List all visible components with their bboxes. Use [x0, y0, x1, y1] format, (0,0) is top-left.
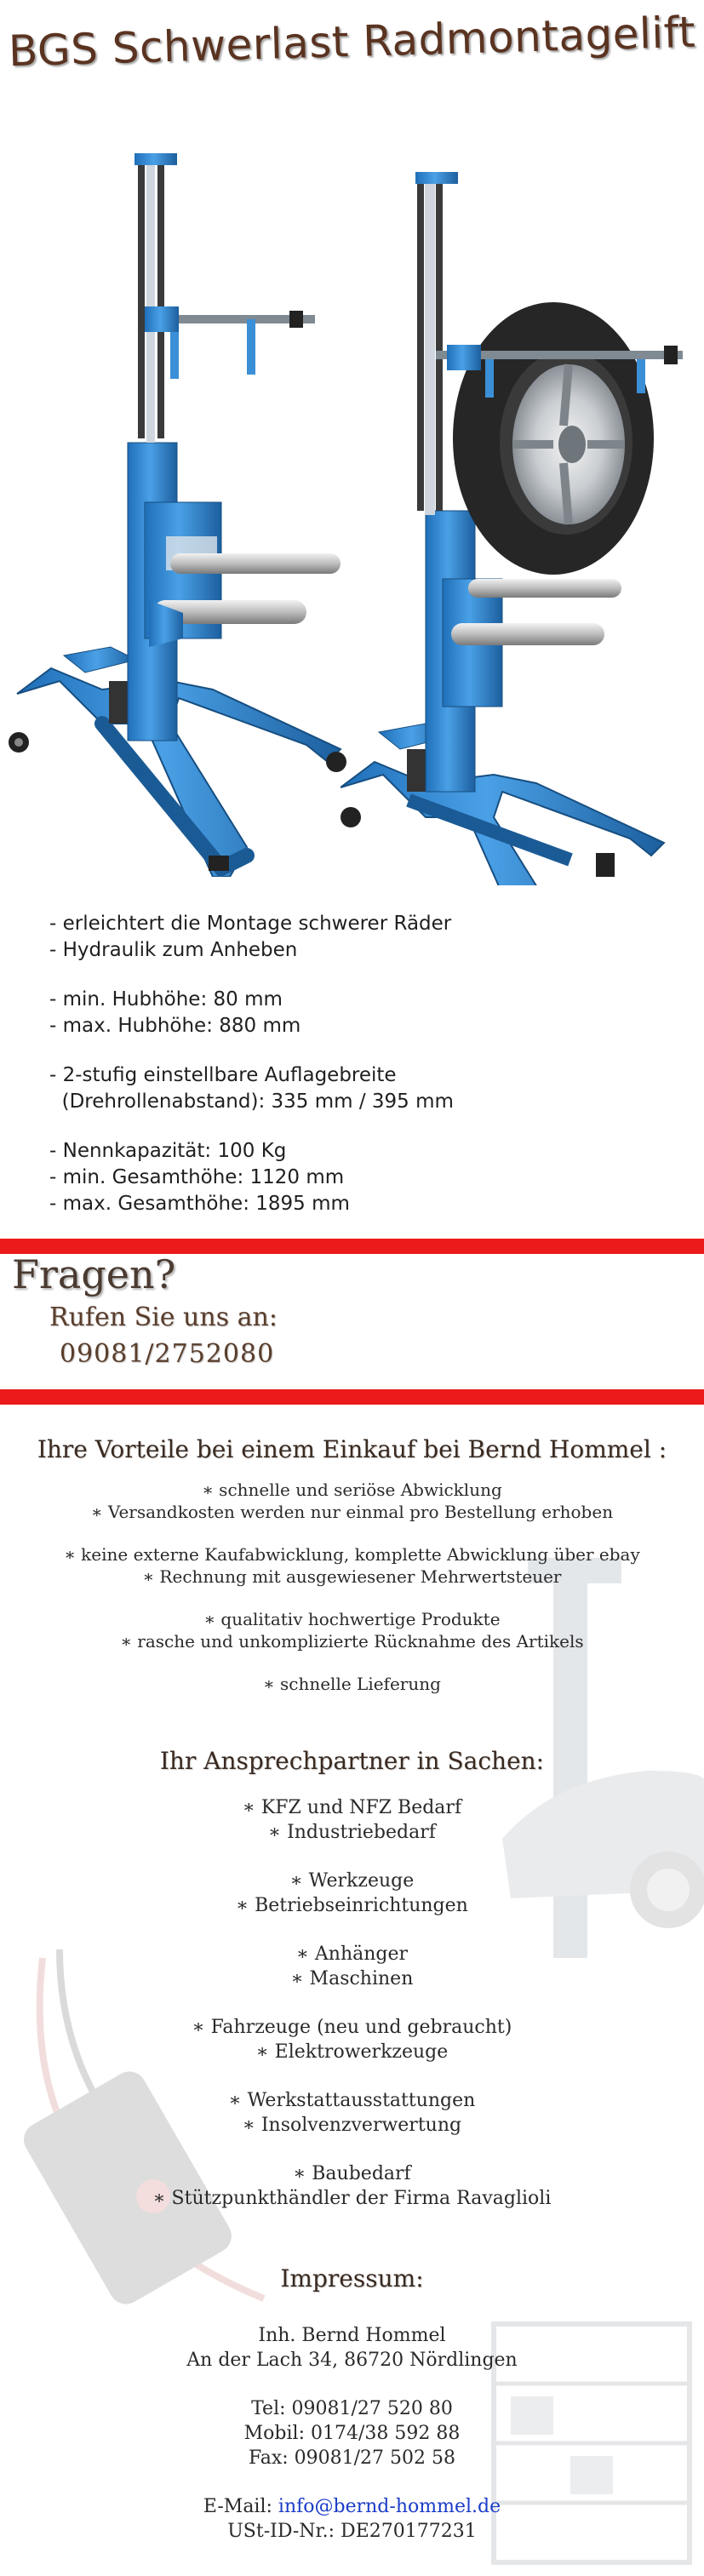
- imprint-email-row: [0, 2494, 704, 2519]
- spec-line: - erleichtert die Montage schwerer Räder: [49, 913, 452, 935]
- wheel-lift-image: [0, 136, 366, 877]
- contact-topics-section: [0, 1747, 704, 2211]
- product-images: [0, 136, 704, 885]
- imprint-email-label: E-Mail:: [203, 2496, 272, 2517]
- advantage-item: ∗ schnelle und seriöse Abwicklung: [202, 1480, 502, 1500]
- imprint-mobile: Mobil: 0174/38 592 88: [243, 2423, 461, 2444]
- topic-item: ∗ KFZ und NFZ Bedarf: [242, 1797, 462, 1818]
- advantage-item: ∗ Rechnung mit ausgewiesener Mehrwertsteuer: [142, 1566, 562, 1587]
- imprint-vat-id: USt-ID-Nr.: DE270177231: [227, 2521, 477, 2542]
- advantage-item: ∗ qualitativ hochwertige Produkte: [203, 1609, 501, 1629]
- topic-item: ∗ Werkstattausstattungen: [228, 2090, 476, 2111]
- questions-heading: Fragen?: [12, 1251, 176, 1297]
- topic-item: ∗ Stützpunkthändler der Firma Ravaglioli: [152, 2188, 552, 2209]
- topic-item: ∗ Baubedarf: [293, 2163, 411, 2184]
- spec-line: (Drehrollenabstand): 335 mm / 395 mm: [49, 1091, 454, 1113]
- info-section: [0, 1413, 704, 2576]
- advantage-item: ∗ keine externe Kaufabwicklung, komplette Abwicklung über ebay: [64, 1544, 640, 1565]
- red-divider-bottom: [0, 1389, 704, 1405]
- page-title: BGS Schwerlast Radmontagelift: [8, 7, 696, 77]
- imprint-tel: Tel: 09081/27 520 80: [251, 2398, 453, 2419]
- advantage-item: ∗ rasche und unkomplizierte Rücknahme des Artikels: [120, 1631, 584, 1652]
- advantage-item: ∗ schnelle Lieferung: [263, 1674, 441, 1694]
- imprint-owner: Inh. Bernd Hommel: [258, 2325, 446, 2346]
- topic-item: ∗ Insolvenzverwertung: [242, 2115, 462, 2136]
- spec-line: - 2-stufig einstellbare Auflagebreite: [49, 1064, 397, 1086]
- imprint-email-link[interactable]: info@bernd-hommel.de: [278, 2496, 501, 2517]
- imprint-heading: Impressum:: [280, 2264, 424, 2293]
- topic-item: ∗ Fahrzeuge (neu und gebraucht): [192, 2017, 512, 2038]
- topic-item: ∗ Elektrowerkzeuge: [255, 2041, 449, 2063]
- advantage-item: ∗ Versandkosten werden nur einmal pro Bestellung erhoben: [90, 1502, 614, 1522]
- topic-item: ∗ Industriebedarf: [268, 1822, 436, 1843]
- contact-phone: 09081/2752080: [60, 1339, 275, 1369]
- imprint-fax: Fax: 09081/27 502 58: [248, 2447, 456, 2469]
- imprint-address: An der Lach 34, 86720 Nördlingen: [186, 2350, 518, 2371]
- call-us-text: Rufen Sie uns an:: [49, 1302, 278, 1332]
- topic-item: ∗ Werkzeuge: [289, 1870, 415, 1892]
- advantages-section: [0, 1435, 704, 1695]
- spec-line: - max. Hubhöhe: 880 mm: [49, 1015, 301, 1037]
- topic-item: ∗ Anhänger: [295, 1943, 409, 1965]
- spec-line: - Hydraulik zum Anheben: [49, 939, 298, 961]
- product-specs: [49, 911, 454, 1217]
- spec-line: - min. Hubhöhe: 80 mm: [49, 988, 283, 1010]
- spec-line: - max. Gesamthöhe: 1895 mm: [49, 1193, 350, 1215]
- topic-item: ∗ Betriebseinrichtungen: [236, 1895, 468, 1916]
- contact-topics-heading: Ihr Ansprechpartner in Sachen:: [159, 1747, 545, 1775]
- wheel-lift-with-tire-image: [341, 136, 704, 885]
- spec-line: - Nennkapazität: 100 Kg: [49, 1140, 287, 1162]
- topic-item: ∗ Maschinen: [290, 1968, 414, 1989]
- advantages-heading: Ihre Vorteile bei einem Einkauf bei Bernd Hommel :: [37, 1435, 667, 1463]
- imprint-section: [0, 2264, 704, 2544]
- spec-line: - min. Gesamthöhe: 1120 mm: [49, 1166, 345, 1188]
